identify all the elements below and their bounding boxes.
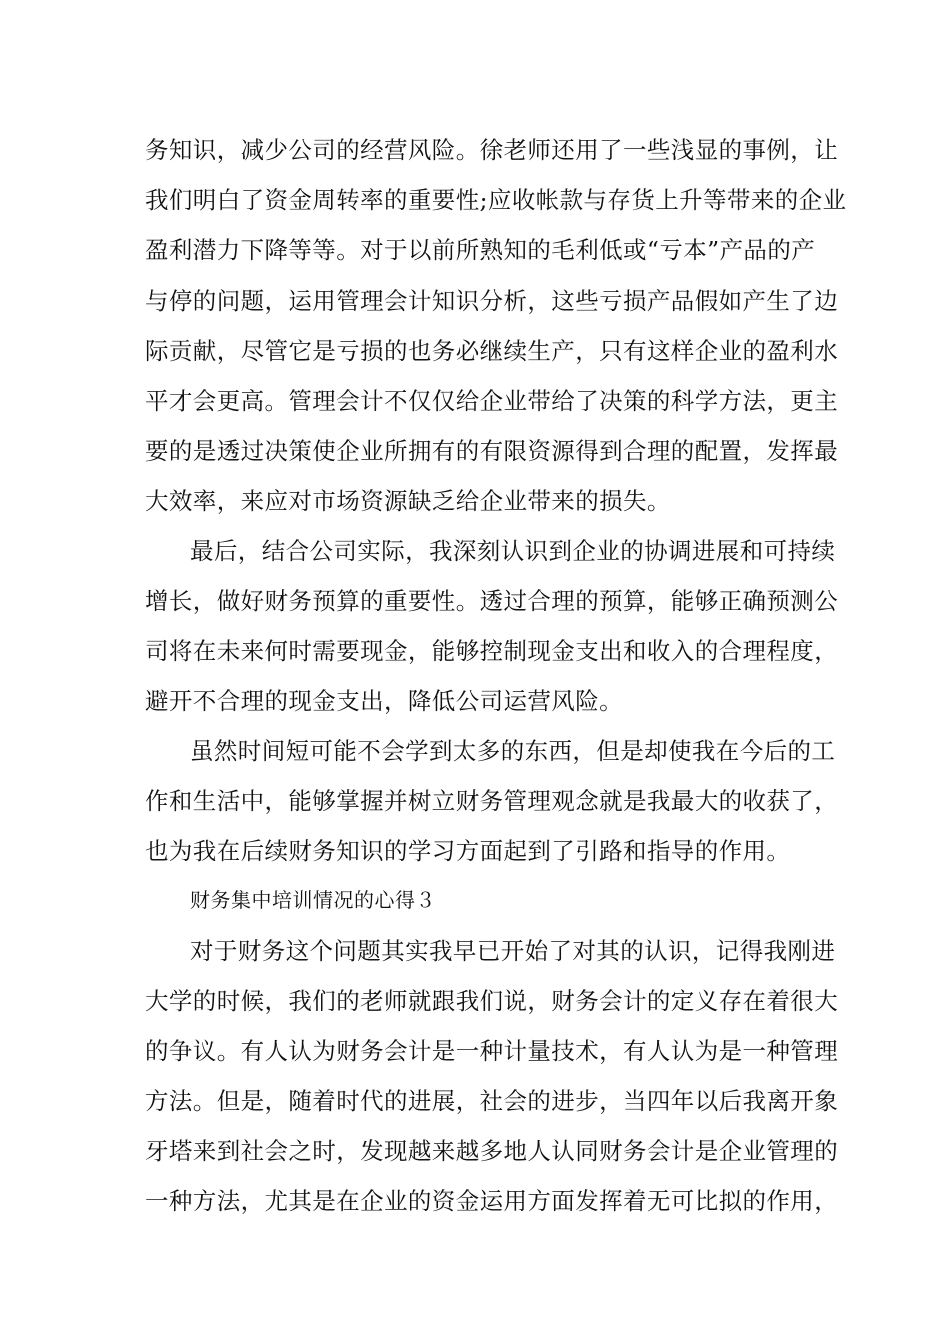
paragraph-1-line-1: 务知识，减少公司的经营风险。徐老师还用了一些浅显的事例，让 [145, 136, 839, 164]
section-heading: 财务集中培训情况的心得３ [190, 888, 436, 912]
paragraph-1-line-6: 平才会更高。管理会计不仅仅给企业带给了决策的科学方法，更主 [145, 387, 839, 415]
paragraph-4-line-5: 牙塔来到社会之时，发现越来越多地人认同财务会计是企业管理的 [145, 1137, 839, 1165]
paragraph-4-line-1: 对于财务这个问题其实我早已开始了对其的认识，记得我刚进 [190, 937, 836, 965]
paragraph-2-line-2: 增长，做好财务预算的重要性。透过合理的预算，能够正确预测公 [145, 587, 839, 615]
paragraph-1-line-7: 要的是透过决策使企业所拥有的有限资源得到合理的配置，发挥最 [145, 437, 839, 465]
paragraph-1-line-4: 与停的问题，运用管理会计知识分析，这些亏损产品假如产生了边 [145, 287, 839, 315]
paragraph-4-line-3: 的争议。有人认为财务会计是一种计量技术，有人认为是一种管理 [145, 1037, 839, 1065]
paragraph-4-line-2: 大学的时候，我们的老师就跟我们说，财务会计的定义存在着很大 [145, 987, 839, 1015]
paragraph-3-line-1: 虽然时间短可能不会学到太多的东西，但是却使我在今后的工 [190, 737, 836, 765]
paragraph-2-line-3: 司将在未来何时需要现金，能够控制现金支出和收入的合理程度， [145, 637, 839, 665]
paragraph-2-line-4: 避开不合理的现金支出，降低公司运营风险。 [145, 687, 623, 715]
paragraph-1-line-8: 大效率，来应对市场资源缺乏给企业带来的损失。 [145, 487, 671, 515]
paragraph-3-line-3: 也为我在后续财务知识的学习方面起到了引路和指导的作用。 [145, 837, 791, 865]
paragraph-1-line-3: 盈利潜力下降等等。对于以前所熟知的毛利低或“亏本”产品的产 [145, 236, 816, 264]
paragraph-1-line-5: 际贡献，尽管它是亏损的也务必继续生产，只有这样企业的盈利水 [145, 337, 839, 365]
paragraph-1-line-2: 我们明白了资金周转率的重要性;应收帐款与存货上升等带来的企业 [145, 186, 847, 214]
paragraph-2-line-1: 最后，结合公司实际，我深刻认识到企业的协调进展和可持续 [190, 537, 836, 565]
paragraph-3-line-2: 作和生活中，能够掌握并树立财务管理观念就是我最大的收获了， [145, 787, 839, 815]
paragraph-4-line-6: 一种方法，尤其是在企业的资金运用方面发挥着无可比拟的作用， [145, 1187, 839, 1215]
paragraph-4-line-4: 方法。但是，随着时代的进展，社会的进步，当四年以后我离开象 [145, 1087, 839, 1115]
